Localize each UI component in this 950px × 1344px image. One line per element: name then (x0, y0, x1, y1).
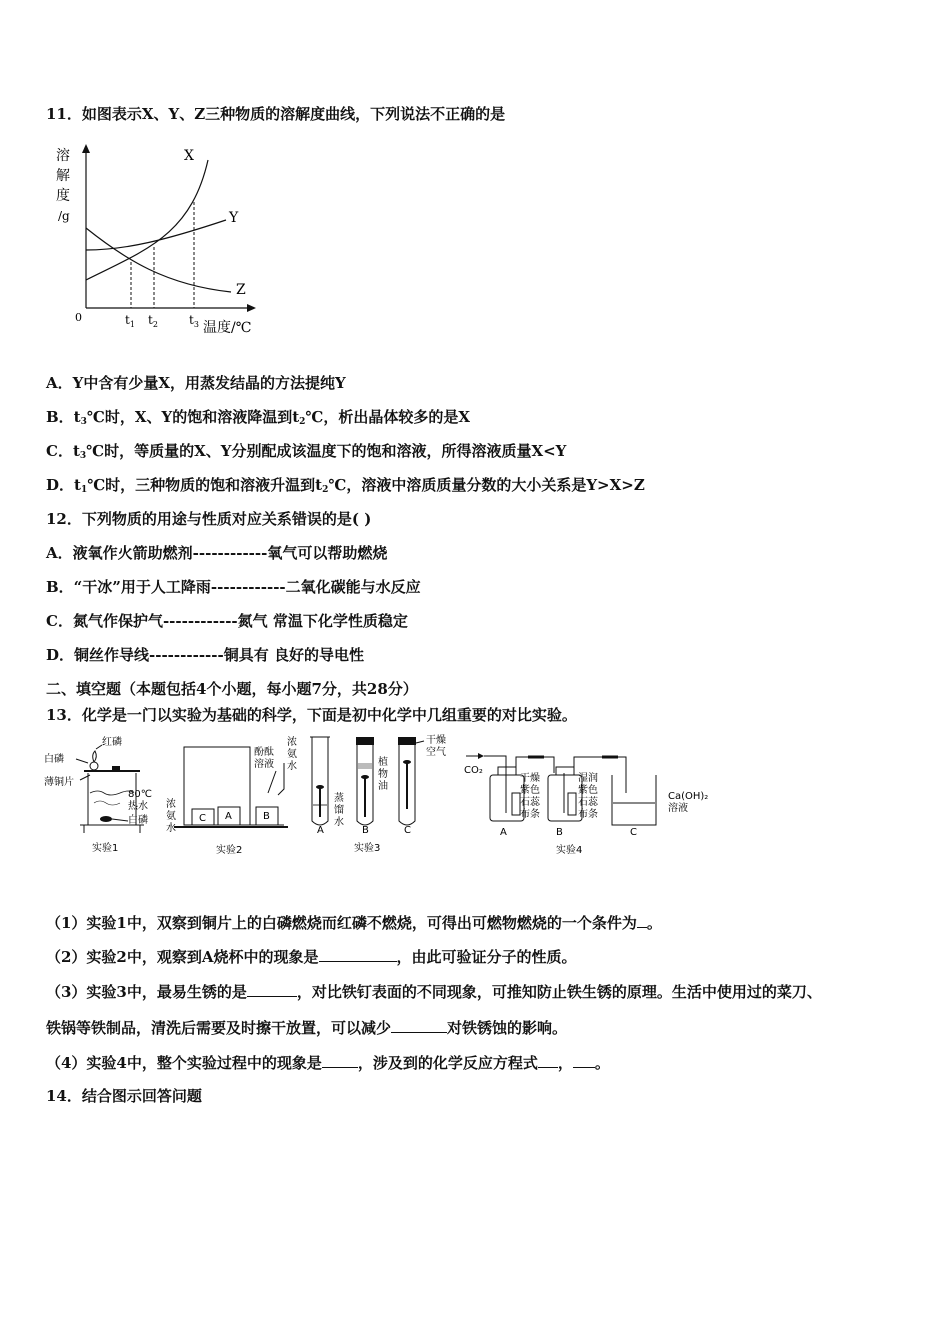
exp4-label-wet-2: 紫色 (578, 785, 598, 796)
exp3-tube-a: A (317, 825, 324, 836)
exp3-label-8: 空气 (426, 747, 446, 758)
exp2-caption: 实验2 (216, 845, 243, 856)
exp4-label-wet-4: 布条 (578, 809, 598, 820)
exp1-label-red-phosphorus: 红磷 (102, 737, 122, 748)
q13-blank-4c[interactable] (573, 1055, 595, 1068)
exp2-label-3: 水 (166, 823, 176, 834)
exp2-beaker-a: A (225, 811, 232, 822)
q11-option-d: D．$t_1℃$时，三种物质的饱和溶液升温到$t_2℃$，溶液中溶质质量分数的大小关系是Y>X>Z (46, 476, 645, 495)
graph-ylabel-1: 溶 (56, 148, 70, 164)
curve-x (86, 160, 208, 280)
q13-blank-2[interactable] (319, 949, 397, 962)
exp1-label-white-p-water: 白磷 (128, 815, 148, 826)
curve-label-x: X (184, 148, 194, 164)
exp3-caption: 实验3 (354, 843, 381, 854)
tick-t1: $t_1$ (125, 313, 135, 329)
exp4-caption: 实验4 (556, 845, 583, 856)
exp2-label-6: 浓 (287, 737, 297, 748)
exp3-tube-b: B (362, 825, 369, 836)
exp4-label-dry-1: 干燥 (520, 773, 540, 784)
exp2-label-4: 酚酞 (254, 747, 274, 758)
q12-option-d: D．铜丝作导线------------铜具有 良好的导电性 (46, 646, 364, 664)
graph-x-arrow (247, 304, 256, 312)
graph-ylabel-3: 度 (56, 188, 70, 204)
exp2-beaker-b: B (263, 811, 270, 822)
exp3-label-3: 水 (334, 817, 344, 828)
graph-origin: 0 (75, 311, 82, 324)
tick-t3: $t_3$ (189, 313, 199, 329)
curve-label-y: Y (229, 210, 239, 226)
exp4-label-lime-2: 溶液 (668, 803, 688, 814)
exp4-label-co2: CO₂ (464, 765, 483, 776)
tick-t2: $t_2$ (148, 313, 158, 329)
q12-option-b: B．“干冰”用于人工降雨------------二氧化碳能与水反应 (46, 578, 421, 596)
q13-stem: 13．化学是一门以实验为基础的科学，下面是初中化学中几组重要的对比实验。 (46, 706, 577, 724)
exp1-label-white-phosphorus: 白磷 (44, 754, 64, 765)
solubility-graph (46, 140, 276, 340)
section-2-heading: 二、填空题（本题包括4个小题，每小题7分，共28分） (46, 680, 418, 698)
exp4-bottle-b: B (556, 827, 563, 838)
experiment-3 (310, 733, 446, 854)
q13-sub4: （4）实验4中，整个实验过程中的现象是 ，涉及到的化学反应方程式 ， 。 (46, 1054, 610, 1072)
exp3-label-5: 物 (378, 769, 388, 780)
exp3-label-6: 油 (378, 781, 388, 792)
experiment-1 (44, 735, 152, 854)
curve-y (86, 220, 226, 250)
q13-blank-4a[interactable] (322, 1055, 358, 1068)
exp3-tube-c: C (404, 825, 411, 836)
q13-sub3-line2: 铁锅等铁制品，清洗后需要及时擦干放置，可以减少 对铁锈蚀的影响。 (46, 1019, 568, 1037)
exp2-label-1: 浓 (166, 799, 176, 810)
exp4-label-dry-2: 紫色 (520, 785, 540, 796)
q13-sub3-line1: （3）实验3中，最易生锈的是 ，对比铁钉表面的不同现象，可推知防止铁生锈的原理。生活中使用过的菜刀、 (46, 983, 822, 1001)
exp2-label-2: 氨 (166, 811, 176, 822)
exp4-label-dry-4: 布条 (520, 809, 540, 820)
exp4-label-wet-3: 石蕊 (578, 797, 598, 808)
exp4-label-dry-3: 石蕊 (520, 797, 540, 808)
graph-ylabel-4: /g (58, 209, 70, 223)
q12-option-a: A．液氧作火箭助燃剂------------氧气可以帮助燃烧 (46, 544, 388, 562)
q13-sub1: （1）实验1中，双察到铜片上的白磷燃烧而红磷不燃烧，可得出可燃物燃烧的一个条件为 。 (46, 914, 662, 932)
curve-label-z: Z (236, 282, 246, 298)
graph-ylabel-2: 解 (56, 168, 70, 184)
exp3-label-2: 馏 (334, 805, 344, 816)
exp1-label-hot-water: 热水 (128, 801, 148, 812)
q11-option-c: C．$t_3℃$时，等质量的X、Y分别配成该温度下的饱和溶液，所得溶液质量X<Y (46, 442, 567, 461)
exp3-label-7: 干燥 (426, 735, 446, 746)
exp1-label-temp: 80℃ (128, 789, 152, 800)
graph-xlabel: 温度/℃ (203, 320, 252, 336)
curve-z (86, 228, 231, 292)
q13-blank-3a[interactable] (247, 984, 297, 997)
exp2-label-7: 氨 (287, 749, 297, 760)
exp4-beaker-c: C (630, 827, 637, 838)
q11-stem: 11．如图表示X、Y、Z三种物质的溶解度曲线，下列说法不正确的是 (46, 105, 506, 123)
exp2-label-8: 水 (287, 761, 297, 772)
q12-stem: 12．下列物质的用途与性质对应关系错误的是( ) (46, 510, 372, 528)
exp4-bottle-a: A (500, 827, 507, 838)
experiment-2 (166, 735, 297, 856)
exp4-label-lime-1: Ca(OH)₂ (668, 791, 709, 802)
exp2-label-5: 溶液 (254, 759, 274, 770)
exp1-label-copper-sheet: 薄铜片 (44, 777, 74, 788)
q13-sub2: （2）实验2中，观察到A烧杯中的现象是 ，由此可验证分子的性质。 (46, 948, 577, 966)
experiment-4 (464, 753, 708, 856)
graph-y-arrow (82, 144, 90, 153)
q13-blank-1[interactable] (637, 915, 647, 928)
experiments-figure (44, 733, 724, 858)
q11-option-b: B．$t_3℃$时，X、Y的饱和溶液降温到$t_2℃$，析出晶体较多的是X (46, 408, 471, 427)
exp4-label-wet-1: 湿润 (578, 773, 598, 784)
exp3-label-4: 植 (378, 757, 388, 768)
q13-blank-4b[interactable] (538, 1055, 558, 1068)
q12-option-c: C．氮气作保护气------------氮气 常温下化学性质稳定 (46, 612, 408, 630)
exp2-beaker-c: C (199, 813, 206, 824)
exp3-label-1: 蒸 (334, 793, 344, 804)
q11-option-a: A．Y中含有少量X，用蒸发结晶的方法提纯Y (46, 374, 346, 392)
exp1-caption: 实验1 (92, 843, 119, 854)
q14-stem: 14．结合图示回答问题 (46, 1087, 202, 1105)
q13-blank-3b[interactable] (391, 1020, 447, 1033)
